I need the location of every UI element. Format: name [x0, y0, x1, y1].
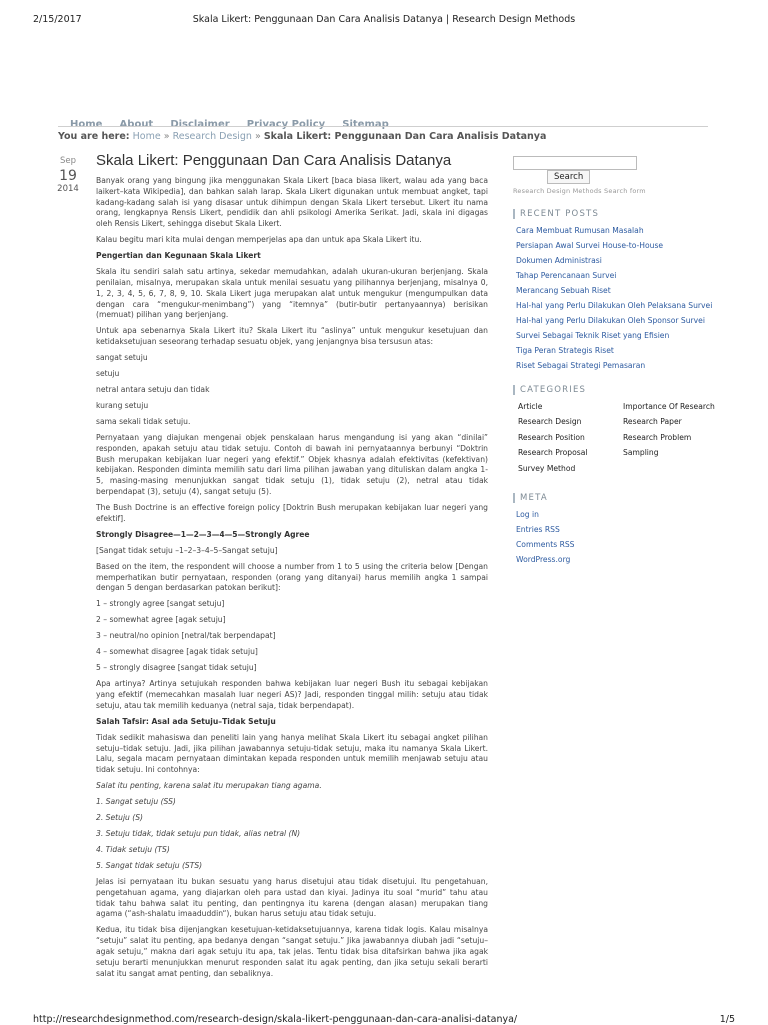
- print-title: Skala Likert: Penggunaan Dan Cara Analisis Datanya | Research Design Methods: [192, 14, 576, 25]
- recent-post-link[interactable]: Tiga Peran Strategis Riset: [516, 346, 614, 355]
- category-link[interactable]: Article: [518, 401, 543, 411]
- breadcrumb-section[interactable]: Research Design: [172, 131, 252, 142]
- paragraph: Kedua, itu tidak bisa dijenjangkan kesetujuan-ketidaksetujuannya, karena tidak logis. Kalau misalnya “setuju” salat itu penting, apa bedanya dengan “sangat setuju.” Jika jawabannya diubah jadi “setuju–agak setuju,” makna dari agak setuju itu apa, tak jelas. Tentu tidak bisa ditafsirkan bahwa jika agak setuju berarti menunjukkan menurut responden salat itu agak penting, dan jika setuju sekali berarti salat itu sangat amat penting, dan sebaliknya.: [96, 925, 488, 978]
- scale-item: netral antara setuju dan tidak: [96, 385, 210, 395]
- category-link[interactable]: Research Position: [518, 432, 585, 442]
- category-link[interactable]: Research Paper: [623, 417, 682, 426]
- nav-about[interactable]: About: [119, 119, 154, 130]
- category-link[interactable]: Sampling: [623, 448, 659, 457]
- recent-posts-list: [513, 226, 713, 371]
- recent-post-link[interactable]: Hal-hal yang Perlu Dilakukan Oleh Pelaksana Survei: [516, 301, 713, 310]
- paragraph: Jelas isi pernyataan itu bukan sesuatu yang harus disetujui atau tidak disetujui. Itu pengetahuan, pengetahuan agama, yang diajarkan oleh para ustad dan kiyai. Jadinya itu soal “murid” tahu atau tidak tahu bahwa salat itu penting, dan pentingnya itu karena (dengan alasan) merupakan tiang agama (“ash-shalatu imaaduddin“), bukan harus setuju atau tidak setuju.: [96, 877, 488, 919]
- scale-item: kurang setuju: [96, 401, 149, 411]
- meta-link[interactable]: Entries RSS: [516, 525, 560, 534]
- example-statement: Salat itu penting, karena salat itu merupakan tiang agama.: [96, 781, 322, 791]
- option-item: 5. Sangat tidak setuju (STS): [96, 861, 203, 871]
- meta-link[interactable]: Log in: [516, 510, 539, 519]
- breadcrumb-home[interactable]: Home: [132, 131, 161, 142]
- category-link[interactable]: Survey Method: [518, 463, 576, 473]
- search-form: [513, 156, 713, 195]
- print-page-number: 1/5: [719, 1014, 735, 1025]
- search-form-label: Search form: [604, 187, 646, 195]
- paragraph: Banyak orang yang bingung jika menggunakan Skala Likert [baca biasa likert, walau ada yang baca laikert–kata Wikipedia], dan bahkan salah larap. Skala Likert digunakan untuk membuat angket, tapi kadang-kadang salah isi yang disasar untuk dihimpun dengan Skala Likert tersebut. Likert itu nama orang, lengkapnya Rensis Likert, pendidik dan ahli psikologi Amerika Serikat. Jadi, skala ini digagas oleh Rensis Likert, sehingga disebut Skala Likert.: [96, 176, 488, 229]
- post-date: [57, 156, 79, 194]
- paragraph: Based on the item, the respondent will choose a number from 1 to 5 using the criteria below [Dengan memperhatikan butir pernyataan, responden (orang yang ditanyai) harus memilih angka 1 sampai dengan 5 dengan berdasarkan patokan berikut]:: [96, 561, 488, 593]
- nav-sitemap[interactable]: Sitemap: [342, 119, 389, 130]
- meta-link[interactable]: Comments RSS: [516, 540, 575, 549]
- recent-post-link[interactable]: Cara Membuat Rumusan Masalah: [516, 226, 644, 235]
- categories-title: CATEGORIES: [513, 385, 713, 395]
- post-content: [96, 176, 488, 985]
- criteria-item: 2 – somewhat agree [agak setuju]: [96, 615, 226, 625]
- recent-post-link[interactable]: Survei Sebagai Teknik Riset yang Efisien: [516, 331, 670, 340]
- scale-item: setuju: [96, 369, 120, 379]
- breadcrumb-prefix: You are here:: [58, 131, 130, 142]
- breadcrumb-current: Skala Likert: Penggunaan Dan Cara Analisis Datanya: [263, 131, 547, 142]
- category-link[interactable]: Research Design: [518, 417, 582, 426]
- breadcrumb: [58, 131, 708, 142]
- option-item: 4. Tidak setuju (TS): [96, 845, 170, 855]
- categories-list: [518, 402, 713, 480]
- meta-list: [513, 510, 713, 565]
- criteria-item: 1 – strongly agree [sangat setuju]: [96, 599, 225, 609]
- paragraph: Kalau begitu mari kita mulai dengan memperjelas apa dan untuk apa Skala Likert itu.: [96, 235, 422, 245]
- option-item: 2. Setuju (S): [96, 813, 144, 823]
- category-link[interactable]: Research Problem: [623, 432, 692, 442]
- nav-privacy-policy[interactable]: Privacy Policy: [246, 119, 326, 130]
- paragraph: The Bush Doctrine is an effective foreign policy [Doktrin Bush merupakan kebijakan luar negeri yang efektif].: [96, 502, 488, 523]
- search-button[interactable]: Search: [547, 170, 590, 184]
- paragraph: Apa artinya? Artinya setujukah responden bahwa kebijakan luar negeri Bush itu sebagai kebijakan yang efektif (memecahkan masalah luar negeri AS)? Jadi, responden tinggal milih: setuju atau tidak setuju, atau tak memilih keduanya (netral saja, tidak berpendapat).: [96, 679, 488, 710]
- sidebar: [513, 156, 713, 570]
- recent-post-link[interactable]: Dokumen Administrasi: [516, 256, 602, 265]
- criteria-item: 4 – somewhat disagree [agak tidak setuju]: [96, 647, 258, 657]
- main-nav: [58, 112, 708, 130]
- section-heading: Pengertian dan Kegunaan Skala Likert: [96, 251, 261, 261]
- recent-post-link[interactable]: Persiapan Awal Survei House-to-House: [516, 241, 664, 250]
- nav-home[interactable]: Home: [70, 119, 103, 130]
- post-year: 2014: [57, 184, 79, 194]
- post-month: Sep: [59, 156, 77, 166]
- recent-post-link[interactable]: Merancang Sebuah Riset: [516, 286, 611, 295]
- criteria-item: 3 – neutral/no opinion [netral/tak berpendapat]: [96, 631, 276, 641]
- breadcrumb-separator: »: [255, 131, 261, 142]
- post-day: 19: [59, 168, 77, 184]
- recent-post-link[interactable]: Tahap Perencanaan Survei: [516, 271, 617, 280]
- print-url: http://researchdesignmethod.com/research-design/skala-likert-penggunaan-dan-cara-analisi-datanya/: [33, 1014, 518, 1025]
- search-input[interactable]: [513, 156, 637, 170]
- print-date: 2/15/2017: [33, 14, 82, 25]
- scale-item: sama sekali tidak setuju.: [96, 417, 191, 427]
- nav-divider: [58, 126, 708, 127]
- recent-post-link[interactable]: Hal-hal yang Perlu Dilakukan Oleh Sponsor Survei: [516, 316, 705, 325]
- section-heading: Strongly Disagree—1—2—3—4—5—Strongly Agree: [96, 529, 310, 539]
- option-item: 1. Sangat setuju (SS): [96, 797, 176, 807]
- paragraph: Skala itu sendiri salah satu artinya, sekedar memudahkan, adalah ukuran-ukuran berjenjang. Skala penilaian, misalnya, merupakan skala untuk menilai sesuatu yang pilihannya berjenjang, misalnya 0, 1, 2, 3, 4, 5, 6, 7, 8, 9, 10. Skala Likert juga merupakan alat untuk mengukur (mengumpulkan data dengan cara “mengukur-menimbang”) yang “itemnya” (butir-butir pertanyaannya) berisikan (memuat) pilihan yang berjenjang.: [96, 267, 488, 320]
- section-heading: Salah Tafsir: Asal ada Setuju–Tidak Setuju: [96, 716, 276, 726]
- search-caption: [513, 187, 713, 195]
- category-link[interactable]: Research Proposal: [518, 448, 588, 457]
- paragraph: Untuk apa sebenarnya Skala Likert itu? Skala Likert itu “aslinya” untuk mengukur kesetujuan dan ketidaksetujuan seseorang terhadap sesuatu objek, yang jenjangnya bisa tersusun atas:: [96, 326, 488, 347]
- recent-posts-title: RECENT POSTS: [513, 209, 713, 219]
- paragraph: [Sangat tidak setuju –1–2–3–4–5–Sangat setuju]: [96, 545, 278, 555]
- scale-item: sangat setuju: [96, 353, 148, 363]
- post-title: Skala Likert: Penggunaan Dan Cara Analisis Datanya: [96, 152, 452, 169]
- criteria-item: 5 – strongly disagree [sangat tidak setuju]: [96, 663, 257, 673]
- search-site-name: Research Design Methods: [513, 187, 602, 195]
- option-item: 3. Setuju tidak, tidak setuju pun tidak, alias netral (N): [96, 829, 301, 839]
- paragraph: Pernyataan yang diajukan mengenai objek penskalaan harus mengandung isi yang akan “dinilai” responden, apakah setuju atau tidak setuju. Contoh di bawah ini pernyataannya berbunyi “Doktrin Bush merupakan kebijakan luar negeri yang efektif.” Objek khasnya adalah efektivitas (kefektivan) kebijakan. Responden diminta memilih satu dari lima pilihan jawaban yang dituliskan dalam angka 1-5, masing-masing menunjukkan sangat tidak setuju (1), tidak setuju (2), netral atau tidak berpendapat (3), setuju (4), sangat setuju (5).: [96, 433, 488, 496]
- breadcrumb-separator: »: [163, 131, 170, 142]
- meta-link[interactable]: WordPress.org: [516, 555, 571, 564]
- category-link[interactable]: Importance Of Research: [623, 401, 715, 411]
- meta-title: META: [513, 493, 713, 503]
- paragraph: Tidak sedikit mahasiswa dan peneliti lain yang hanya melihat Skala Likert itu sebagai angket pilihan setuju–tidak setuju. Jadi, jika pilihan jawabannya setuju-tidak setuju, maka itu namanya Skala Likert. Lalu, segala macam pernyataan dimintakan kepada responden untuk memilih menjawab setuju atau tidak setuju. Ini contohnya:: [96, 732, 488, 775]
- nav-disclaimer[interactable]: Disclaimer: [170, 119, 230, 130]
- recent-post-link[interactable]: Riset Sebagai Strategi Pemasaran: [516, 361, 646, 370]
